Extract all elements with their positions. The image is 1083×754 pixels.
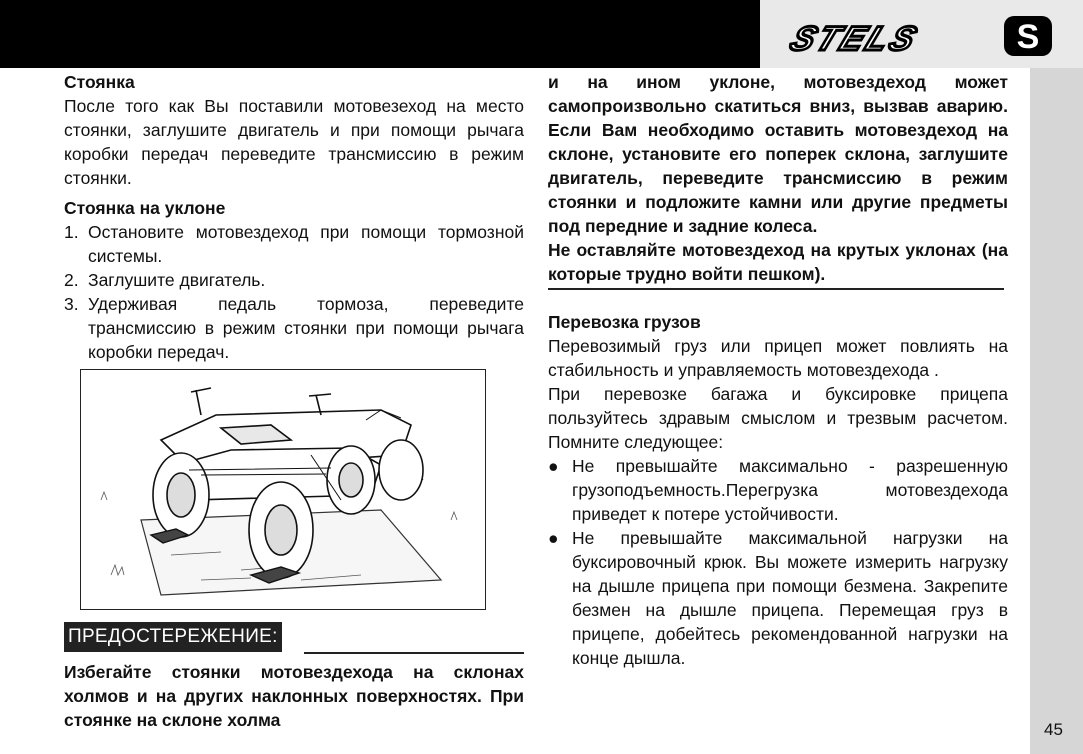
atv-parking-illustration [80,369,486,610]
warning-continued: и на ином уклоне, мотовездеход может самопроизвольно скатиться вниз, вызвав аварию. Если Вам необходимо оставить мотовездеход на склоне, установите его поперек склона, заглушите двигатель, переведите трансмиссию в режим стоянки и подложите камни или другие предметы под передние и задние колеса. [548,72,1008,236]
list-item: ● Не превышайте максимальной нагрузки на буксировочный крюк. Вы можете измерить нагрузку на дышле прицепа при помощи безмена. Закрепите безмен на дышле прицепа. Перемещая груз в прицепе, добейтесь рекомендованной нагрузки на конце дышла. [548,528,1008,668]
bullet-icon: ● [548,456,559,476]
cargo-heading: Перевозка грузов [548,312,701,332]
page-number: 45 [1044,720,1063,739]
logo-mark: S [1016,18,1040,56]
left-column [64,70,524,364]
right-column [548,70,1008,670]
warning-label: ПРЕДОСТЕРЕЖЕНИЕ: [64,622,282,652]
list-item: ● Не превышайте максимально - разрешенную грузоподъемность.Перегрузка мотовездехода приведет к потере устойчивости. [548,456,1008,524]
bullet-icon: ● [548,528,559,548]
warning-final: Не оставляйте мотовездеход на крутых уклонах (на которые трудно войти пешком). [548,240,1008,284]
parking-heading: Стоянка [64,72,135,92]
cargo-text-2: При перевозке багажа и буксировке прицепа пользуйтесь здравым смыслом и трезвым расчетом. Помните следующее: [548,384,1008,452]
list-item: 2. Заглушите двигатель. [64,270,266,290]
logo-wordmark: STELS [784,20,925,58]
warning-end-rule [548,288,1004,290]
header-black-band [0,0,760,68]
slope-parking-heading: Стоянка на уклоне [64,198,226,218]
side-margin-strip [1030,68,1083,754]
parking-text: После того как Вы поставили мотовезеход на место стоянки, заглушите двигатель и при помощи рычага коробки передач переведите трансмиссию в режим стоянки. [64,96,524,188]
warning-rule [304,652,524,654]
warning-text: Избегайте стоянки мотовездехода на склонах холмов и на других наклонных поверхностях. При стоянке на склоне холма [64,662,524,730]
cargo-text-1: Перевозимый груз или прицеп может повлиять на стабильность и управляемость мотовездехода . [548,336,1008,380]
stels-logo [776,10,1066,62]
list-item: 3. Удерживая педаль тормоза, переведите трансмиссию в режим стоянки при помощи рычага коробки передач. [64,294,524,362]
list-item: 1. Остановите мотовездеход при помощи тормозной системы. [64,222,524,266]
atv-drawing-icon [81,370,484,608]
warning-header [64,618,524,658]
